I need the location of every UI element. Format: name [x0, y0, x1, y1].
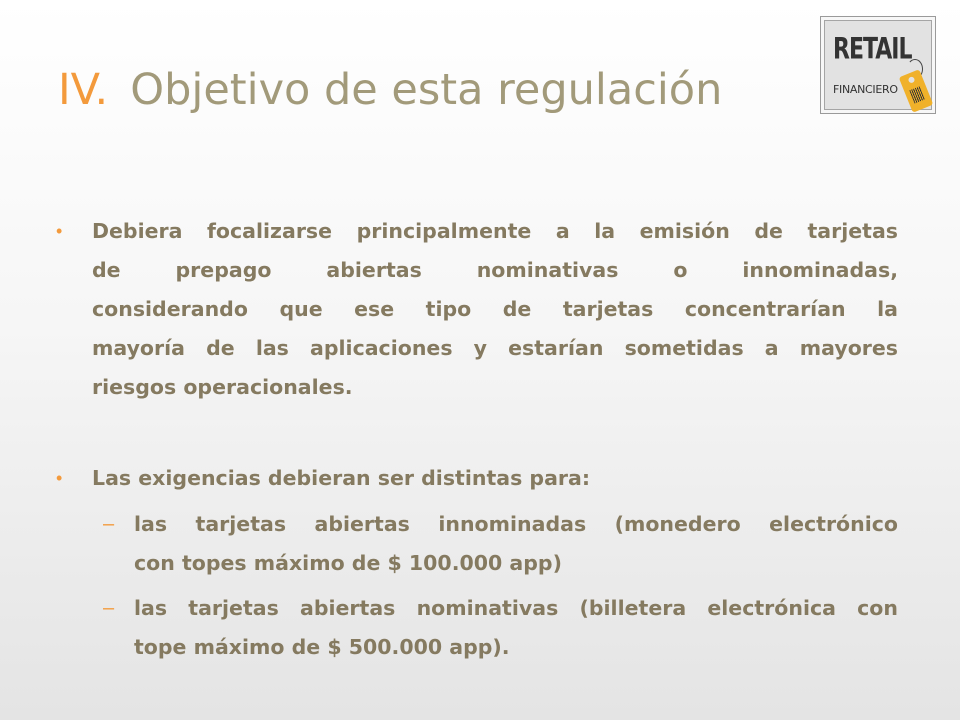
sub-bullet-line: las tarjetas abiertas innominadas (monedero electrónico — [134, 512, 898, 536]
sub-bullet-line: con topes máximo de $ 100.000 app) — [134, 551, 562, 575]
sub-bullet-line: las tarjetas abiertas nominativas (billetera electrónica con — [134, 596, 898, 620]
bullet-marker: • — [56, 468, 63, 488]
bullet-line: riesgos operacionales. — [92, 375, 353, 399]
sub-bullet-item — [134, 505, 898, 583]
sub-bullet-marker: – — [103, 513, 115, 535]
sub-bullet-line: tope máximo de $ 500.000 app). — [134, 635, 510, 659]
bullet-line: Debiera focalizarse principalmente a la emisión de tarjetas — [92, 219, 898, 243]
bullet-marker: • — [56, 221, 63, 241]
bullet-item — [92, 212, 898, 407]
section-numeral: IV. — [58, 65, 109, 115]
logo-line-1: RETAIL — [833, 33, 912, 67]
bullet-line: de prepago abiertas nominativas o innominadas, — [92, 258, 898, 282]
bullet-line: mayoría de las aplicaciones y estarían sometidas a mayores — [92, 336, 898, 360]
logo-line-2: FINANCIERO — [833, 83, 898, 96]
title-text: Objetivo de esta regulación — [130, 65, 723, 115]
sub-bullet-item — [134, 589, 898, 667]
bullet-line: considerando que ese tipo de tarjetas concentrarían la — [92, 297, 898, 321]
bullet-item: Las exigencias debieran ser distintas para: — [92, 466, 591, 490]
sub-bullet-marker: – — [103, 597, 115, 619]
